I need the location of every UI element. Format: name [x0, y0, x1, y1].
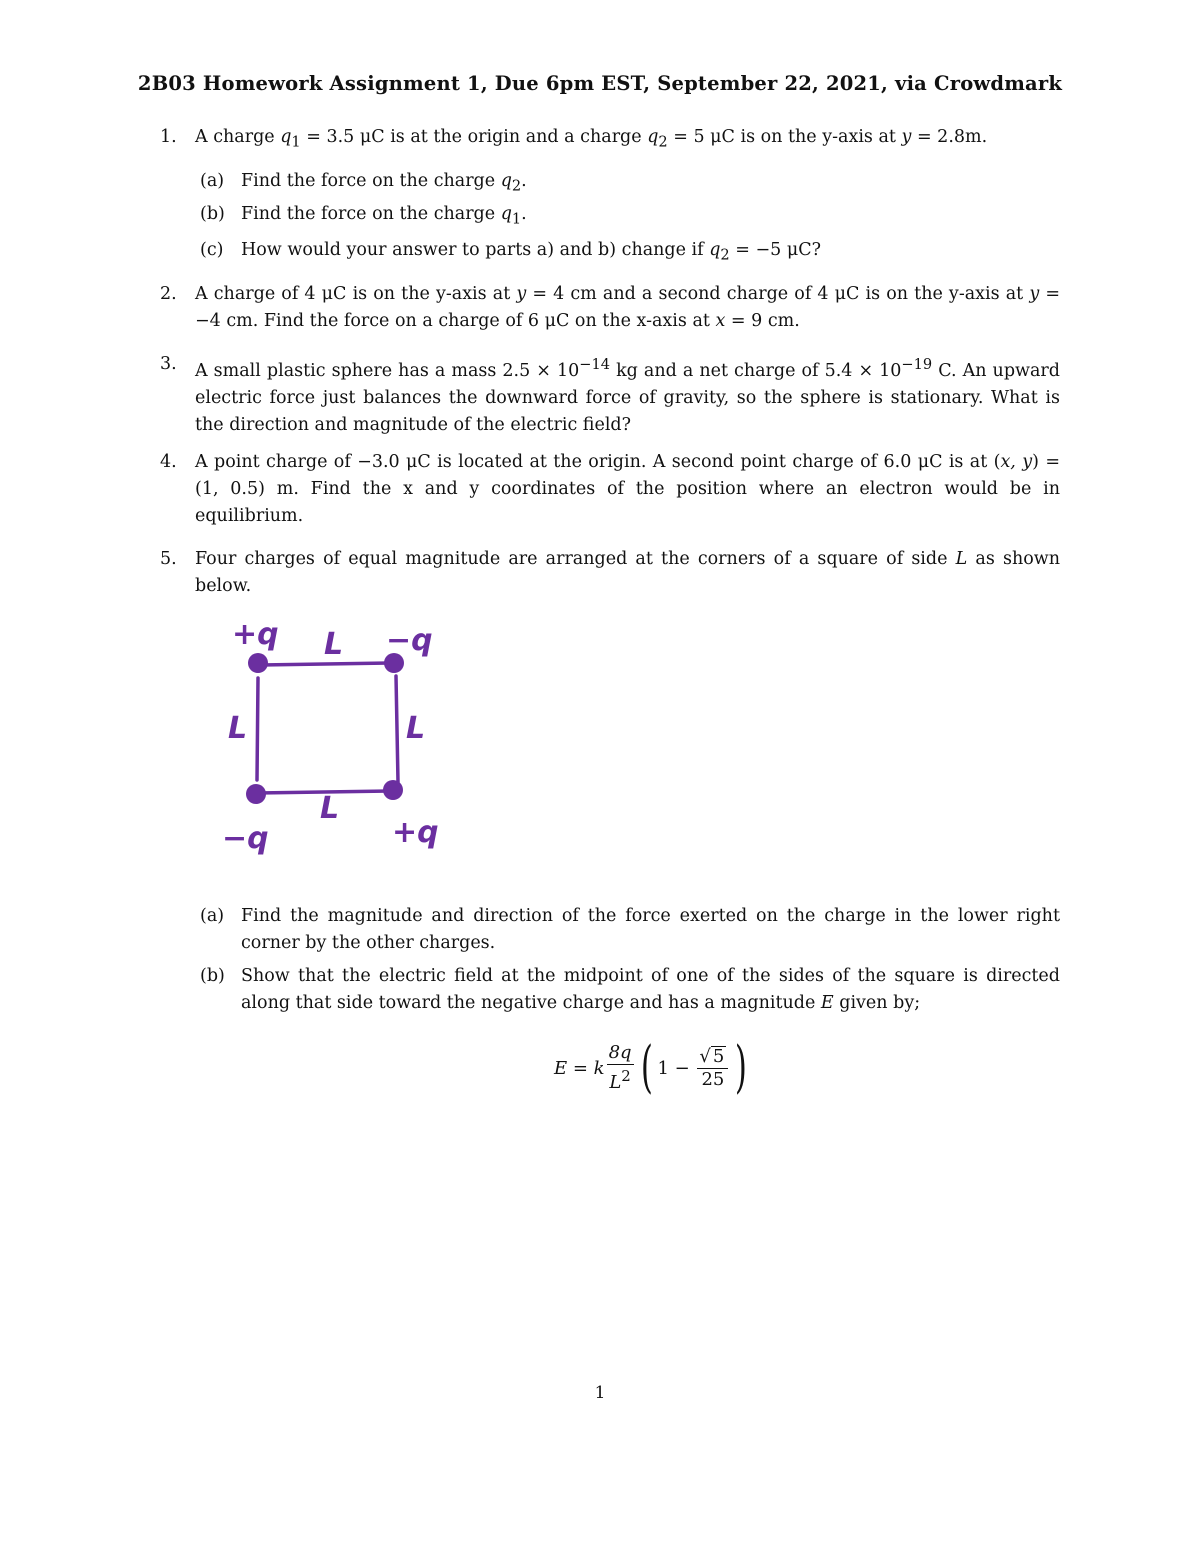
math-var: E: [820, 993, 834, 1013]
subpart-text: [241, 237, 1060, 269]
text-run: Find the force on the charge: [241, 204, 501, 224]
subpart-text: [241, 903, 1060, 957]
subpart-label: (a): [200, 171, 225, 191]
problem-number: 2.: [160, 284, 177, 304]
denominator-exponent: 2: [621, 1067, 631, 1085]
problem-text: [195, 449, 1060, 530]
text-run: How would your answer to parts a) and b) change if: [241, 240, 710, 260]
text-run: kg and a net charge of 5.4 × 10: [610, 360, 902, 381]
subpart-label: (b): [200, 204, 225, 224]
text-run: .: [521, 204, 527, 224]
math-subscript: 1: [291, 133, 301, 151]
page-number: 1: [594, 1383, 606, 1403]
math-subscript: 2: [658, 133, 668, 151]
text-run: = −4 cm. Find the force on a charge of 6 μC on the x-axis at: [195, 284, 1060, 331]
side-right: [396, 676, 398, 782]
text-run: A point charge of −3.0 μC is located at the origin. A second point charge of 6.0 μC is at (: [195, 452, 1001, 472]
side-left: [257, 678, 258, 780]
subpart-text: [241, 963, 1060, 1017]
text-run: A charge: [195, 127, 281, 147]
label-bottom-left: −q: [222, 821, 269, 856]
label-side-top: L: [324, 627, 344, 662]
fraction-numerator: 8q: [608, 1042, 632, 1063]
label-side-bottom: L: [320, 791, 340, 826]
problem-5: [160, 546, 1060, 600]
math-superscript: −19: [901, 356, 933, 373]
math-var: x: [715, 311, 726, 331]
assignment-title: 2B03 Homework Assignment 1, Due 6pm EST, September 22, 2021, via Crowdmark: [137, 72, 1063, 95]
math-subscript: 2: [720, 246, 730, 264]
text-run: A small plastic sphere has a mass 2.5 × 10: [195, 360, 580, 381]
math-subscript: 2: [511, 177, 522, 195]
label-top-right: −q: [386, 623, 433, 658]
formula-equals: =: [567, 1057, 594, 1079]
charge-square-figure: [220, 610, 460, 870]
math-var: y: [516, 284, 527, 304]
charge-dot-bottom-left: [246, 784, 266, 804]
problem-text: [195, 546, 1060, 600]
problem-text: [195, 281, 1060, 335]
subpart-text: [241, 168, 1060, 200]
text-run: .: [521, 171, 527, 191]
text-run: given by;: [833, 993, 921, 1013]
problem-1c: [200, 237, 1060, 269]
sqrt-numerator: [697, 1046, 728, 1069]
problem-5a: [200, 903, 1060, 957]
math-subscript: 1: [511, 210, 522, 228]
label-bottom-right: +q: [392, 815, 439, 850]
charge-dot-top-left: [248, 653, 268, 673]
subpart-label: (c): [200, 240, 224, 260]
text-run: = 9 cm.: [725, 311, 800, 331]
math-superscript: −14: [579, 356, 611, 373]
charge-dot-bottom-right: [383, 780, 403, 800]
problem-number: 5.: [160, 549, 177, 569]
text-run: = 3.5 μC is at the origin and a charge: [300, 127, 648, 147]
right-paren: ): [735, 1035, 748, 1100]
problem-text: [195, 124, 1060, 156]
problem-number: 3.: [160, 354, 177, 374]
math-var: q: [500, 171, 512, 191]
formula-sqrt-fraction: [697, 1046, 728, 1091]
sqrt-denominator: 25: [701, 1068, 725, 1090]
problem-1b: [200, 201, 1060, 233]
text-run: = −5 μC?: [729, 240, 821, 260]
problem-5b: [200, 963, 1060, 1017]
label-side-right: L: [406, 711, 426, 746]
math-var: L: [955, 549, 968, 569]
text-run: Find the force on the charge: [241, 171, 501, 191]
label-side-left: L: [228, 711, 248, 746]
fraction-denominator: [607, 1065, 633, 1094]
text-run: ) = (1, 0.5) m. Find the x and y coordinates of the position where an electron would be in equilibrium.: [195, 452, 1060, 526]
math-var: y: [901, 127, 912, 147]
formula-fraction: [607, 1042, 634, 1094]
problem-3: [160, 351, 1060, 439]
text-run: C. An upward electric force just balances the downward force of gravity, so the sphere is stationary. What is the direction and magnitude of the electric field?: [195, 360, 1061, 435]
problem-number: 1.: [160, 127, 177, 147]
problem-1a: [200, 168, 1060, 200]
text-run: A charge of 4 μC is on the y-axis at: [195, 284, 517, 304]
problem-4: [160, 449, 1060, 530]
problem-number: 4.: [160, 452, 177, 472]
text-run: Find the magnitude and direction of the force exerted on the charge in the lower right corner by the other charges.: [241, 906, 1060, 953]
text-run: Four charges of equal magnitude are arranged at the corners of a square of side: [195, 549, 956, 569]
problem-2: [160, 281, 1060, 335]
label-top-left: +q: [232, 617, 279, 652]
math-var: q: [280, 127, 292, 147]
text-run: = 4 cm and a second charge of 4 μC is on the y-axis at: [526, 284, 1030, 304]
denominator-base: L: [609, 1072, 622, 1093]
subpart-label: (a): [200, 906, 225, 926]
formula-lhs: E: [554, 1057, 568, 1079]
problem-text: [195, 351, 1060, 439]
text-run: Show that the electric field at the midpoint of one of the sides of the square is directed along that side toward the negative charge and has a magnitude: [241, 966, 1060, 1013]
field-formula: [554, 1035, 752, 1101]
left-paren: (: [640, 1035, 653, 1100]
text-run: = 5 μC is on the y-axis at: [667, 127, 902, 147]
math-var: y: [1029, 284, 1040, 304]
text-run: as shown below.: [195, 549, 1060, 596]
math-var: q: [500, 204, 512, 224]
math-var: x, y: [1000, 452, 1033, 472]
subpart-label: (b): [200, 966, 225, 986]
math-var: q: [647, 127, 659, 147]
sqrt-sign: √ 5: [699, 1045, 725, 1067]
formula-one-minus: 1 −: [657, 1057, 696, 1079]
formula-k: k: [593, 1057, 605, 1079]
side-top: [260, 663, 393, 665]
sqrt-argument: 5: [712, 1045, 725, 1067]
subpart-text: [241, 201, 1060, 233]
math-var: q: [709, 240, 721, 260]
text-run: = 2.8m.: [911, 127, 988, 147]
problem-1: [160, 124, 1060, 156]
